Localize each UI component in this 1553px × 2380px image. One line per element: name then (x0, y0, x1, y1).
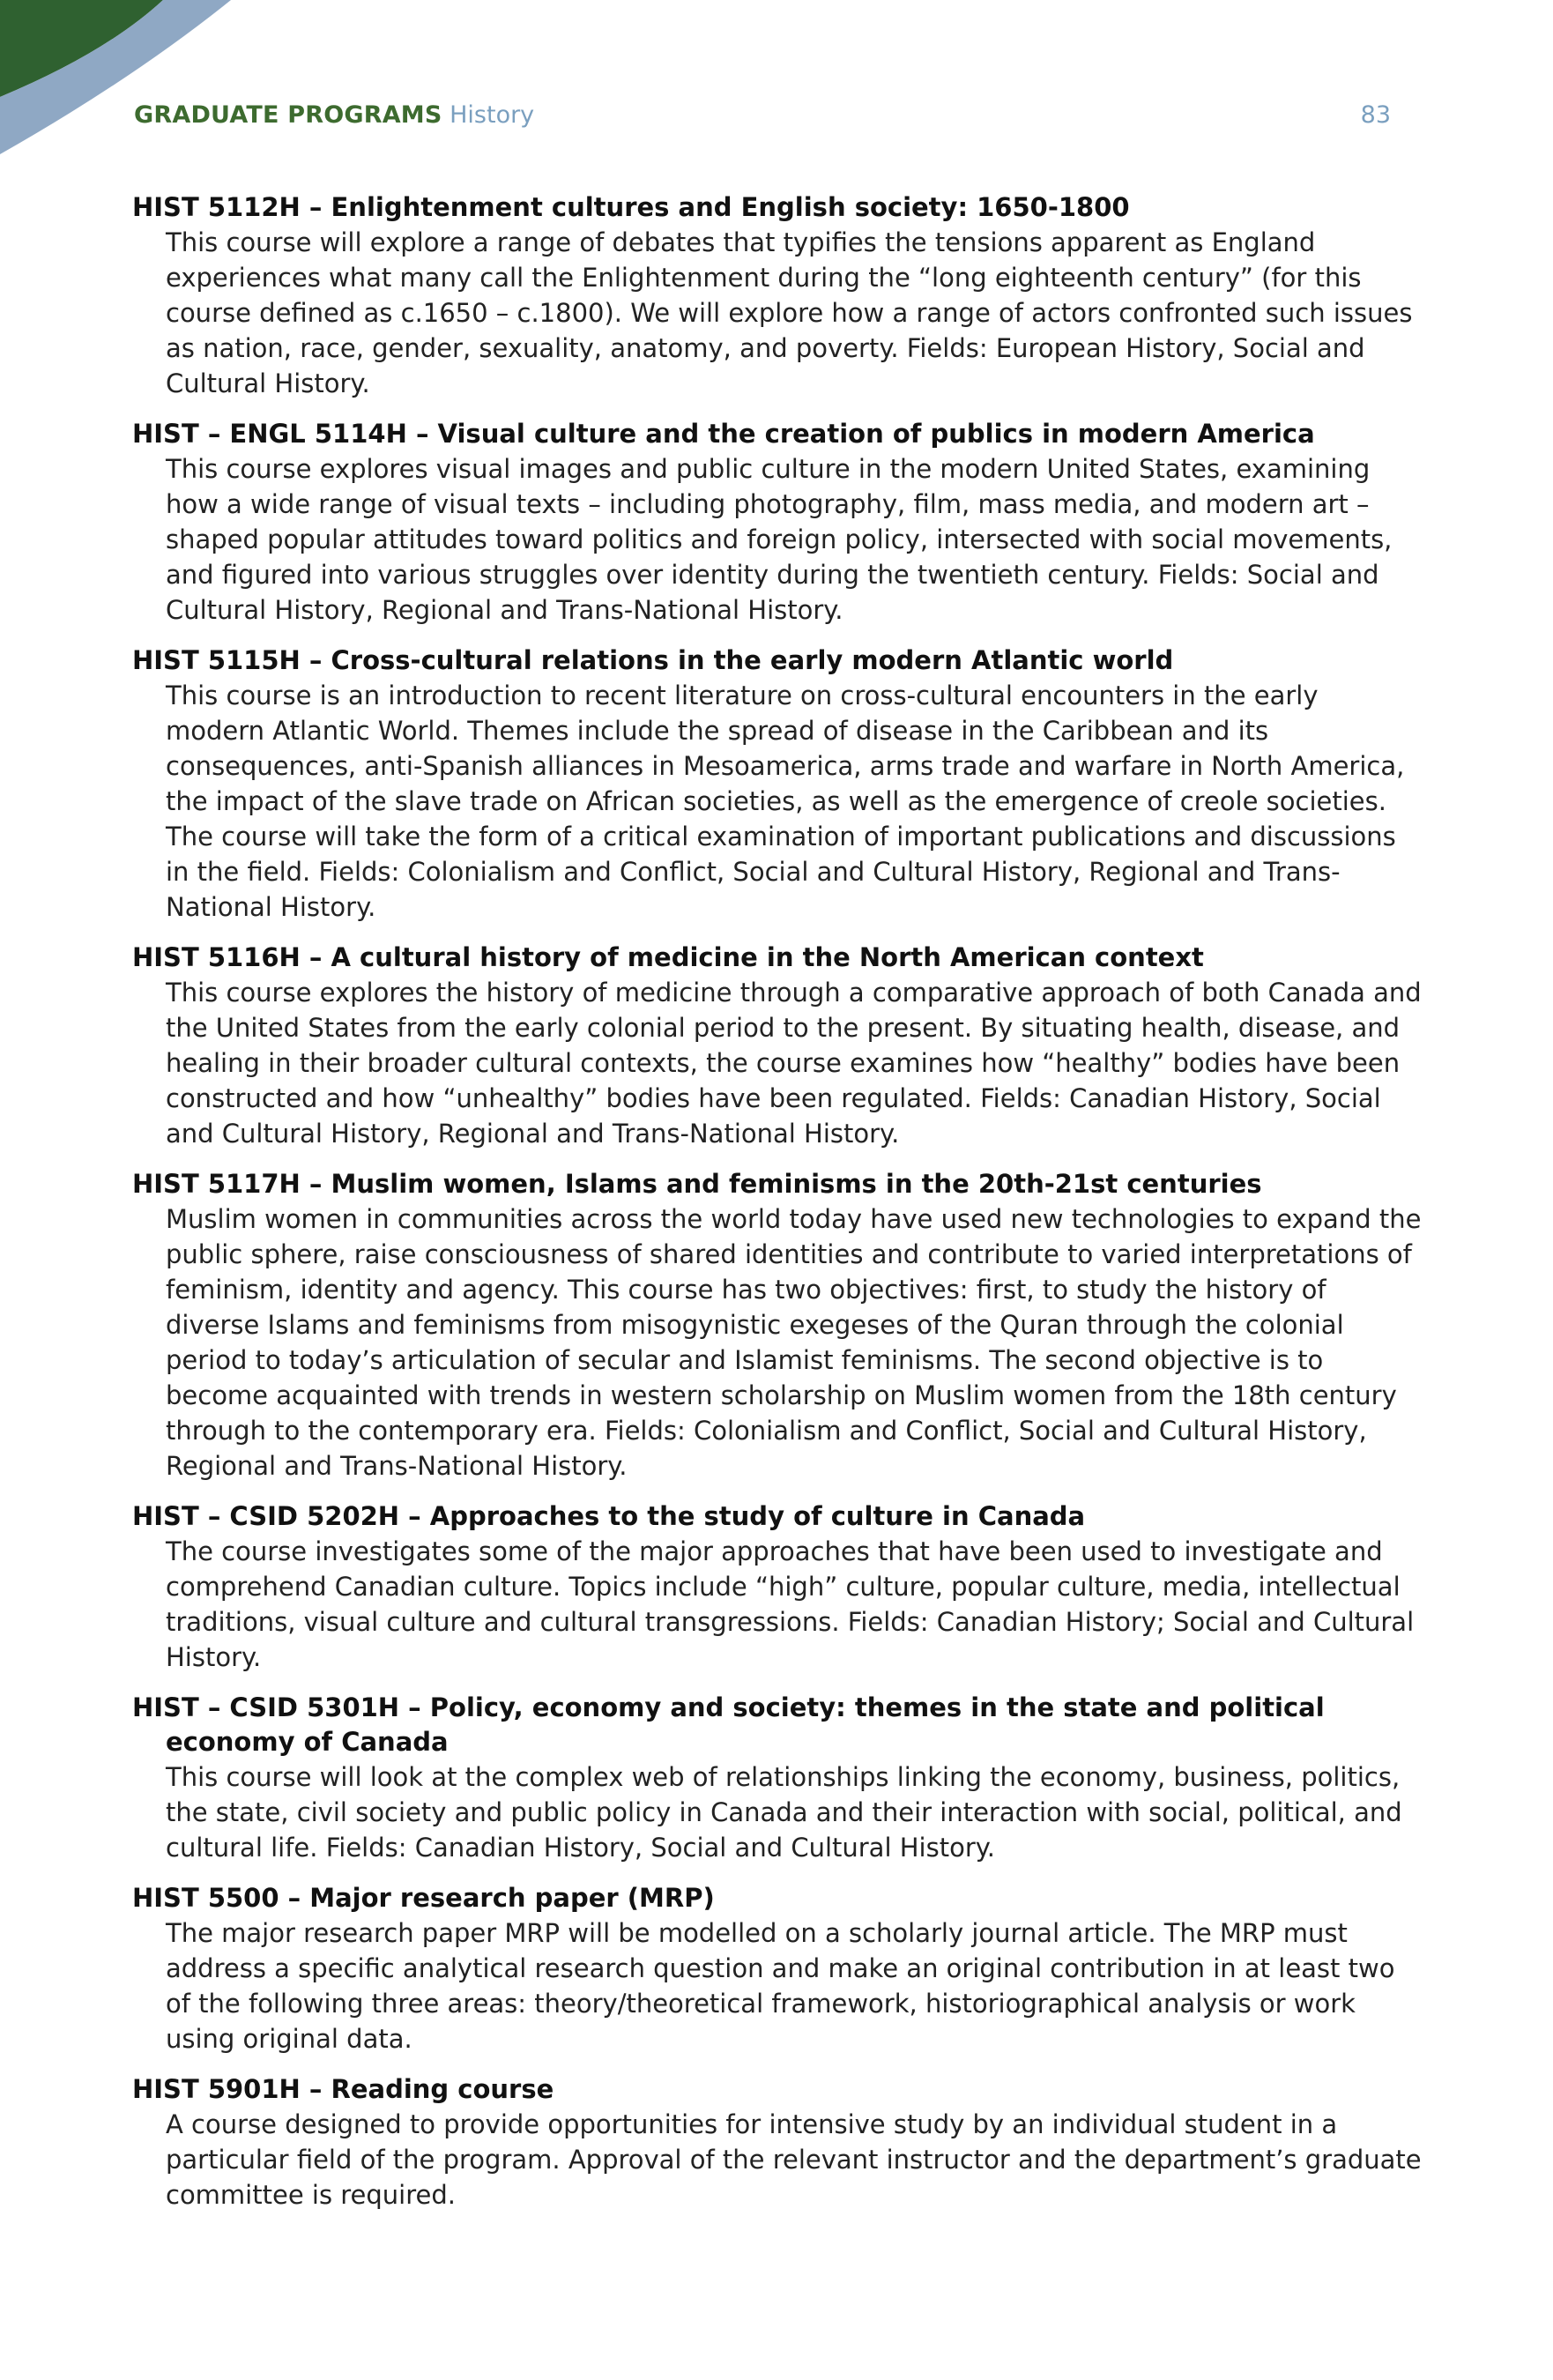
course-title: HIST 5112H – Enlightenment cultures and English society: 1650-1800 (132, 192, 1130, 222)
page-header (134, 95, 1391, 134)
course-description: This course explores visual images and public culture in the modern United States, examining how a wide range of visual texts – including photography, film, mass media, and modern art – shaped popular attitudes toward politics and foreign policy, intersected with social movements, and figured into various struggles over identity during the twentieth century. Fields: Social and Cultural History, Regional and Trans-National History. (166, 454, 1393, 625)
course-description: Muslim women in communities across the world today have used new technologies to expand the public sphere, raise consciousness of shared identities and contribute to varied interpretations of feminism, identity and agency. This course has two objectives: first, to study the history of diverse Islams and feminisms from misogynistic exegeses of the Quran through the colonial period to today’s articulation of secular and Islamist feminisms. The second objective is to become acquainted with trends in western scholarship on Muslim women from the 18th century through to the contemporary era. Fields: Colonialism and Conflict, Social and Cultural History, Regional and Trans-National History. (166, 1204, 1422, 1481)
course-description: The major research paper MRP will be modelled on a scholarly journal article. The MRP must address a specific analytical research question and make an original contribution in at least two of the following three areas: theory/theoretical framework, historiographical analysis or work using original data. (166, 1918, 1395, 2054)
course-entry (132, 190, 1424, 401)
course-title: HIST – CSID 5202H – Approaches to the study of culture in Canada (132, 1501, 1086, 1531)
course-entry (132, 1881, 1424, 2056)
course-entry (132, 941, 1424, 1151)
course-description: This course will explore a range of debates that typifies the tensions apparent as England experiences what many call the Enlightenment during the “long eighteenth century” (for this course defined as c.1650 – c.1800). We will explore how a range of actors confronted such issues as nation, race, gender, sexuality, anatomy, and poverty. Fields: European History, Social and Cultural History. (166, 227, 1413, 398)
course-description: This course explores the history of medicine through a comparative approach of both Canada and the United States from the early colonial period to the present. By situating health, disease, and healing in their broader cultural contexts, the course examines how “healthy” bodies have been constructed and how “unhealthy” bodies have been regulated. Fields: Canadian History, Social and Cultural History, Regional and Trans-National History. (166, 978, 1422, 1149)
course-description: This course is an introduction to recent literature on cross-cultural encounters in the early modern Atlantic World. Themes include the spread of disease in the Caribbean and its consequences, anti-Spanish alliances in Mesoamerica, arms trade and warfare in North America, the impact of the slave trade on African societies, as well as the emergence of creole societies. The course will take the form of a critical examination of important publications and discussions in the field. Fields: Colonialism and Conflict, Social and Cultural History, Regional and Trans-National History. (166, 681, 1405, 922)
running-head (134, 101, 534, 129)
course-entry (132, 1499, 1424, 1675)
course-description: This course will look at the complex web of relationships linking the economy, business, politics, the state, civil society and public policy in Canada and their interaction with social, political, and cultural life. Fields: Canadian History, Social and Cultural History. (166, 1762, 1402, 1863)
course-entry (132, 417, 1424, 628)
course-entry (132, 1167, 1424, 1484)
course-description: The course investigates some of the major approaches that have been used to investigate and comprehend Canadian culture. Topics include “high” culture, popular culture, media, intellectual traditions, visual culture and cultural transgressions. Fields: Canadian History; Social and Cultural History. (166, 1536, 1415, 1672)
course-entry (132, 643, 1424, 925)
course-description: A course designed to provide opportunities for intensive study by an individual student in a particular field of the program. Approval of the relevant instructor and the department’s graduate committee is required. (166, 2109, 1422, 2210)
course-entry (132, 2072, 1424, 2213)
subsection-title: History (450, 100, 535, 129)
corner-decoration (0, 0, 264, 167)
course-title: HIST 5117H – Muslim women, Islams and feminisms in the 20th-21st centuries (132, 1169, 1262, 1199)
course-title: HIST 5115H – Cross-cultural relations in the early modern Atlantic world (132, 645, 1174, 675)
course-title: HIST 5500 – Major research paper (MRP) (132, 1883, 715, 1913)
course-title: HIST 5116H – A cultural history of medicine in the North American context (132, 942, 1204, 972)
course-entry (132, 1691, 1424, 1865)
page-number: 83 (1360, 100, 1391, 129)
course-title: HIST 5901H – Reading course (132, 2074, 554, 2104)
section-title: GRADUATE PROGRAMS (134, 100, 442, 129)
course-title: HIST – ENGL 5114H – Visual culture and the creation of publics in modern America (132, 419, 1315, 449)
course-title: HIST – CSID 5301H – Policy, economy and society: themes in the state and political economy of Canada (132, 1692, 1325, 1757)
course-list (132, 190, 1424, 2228)
